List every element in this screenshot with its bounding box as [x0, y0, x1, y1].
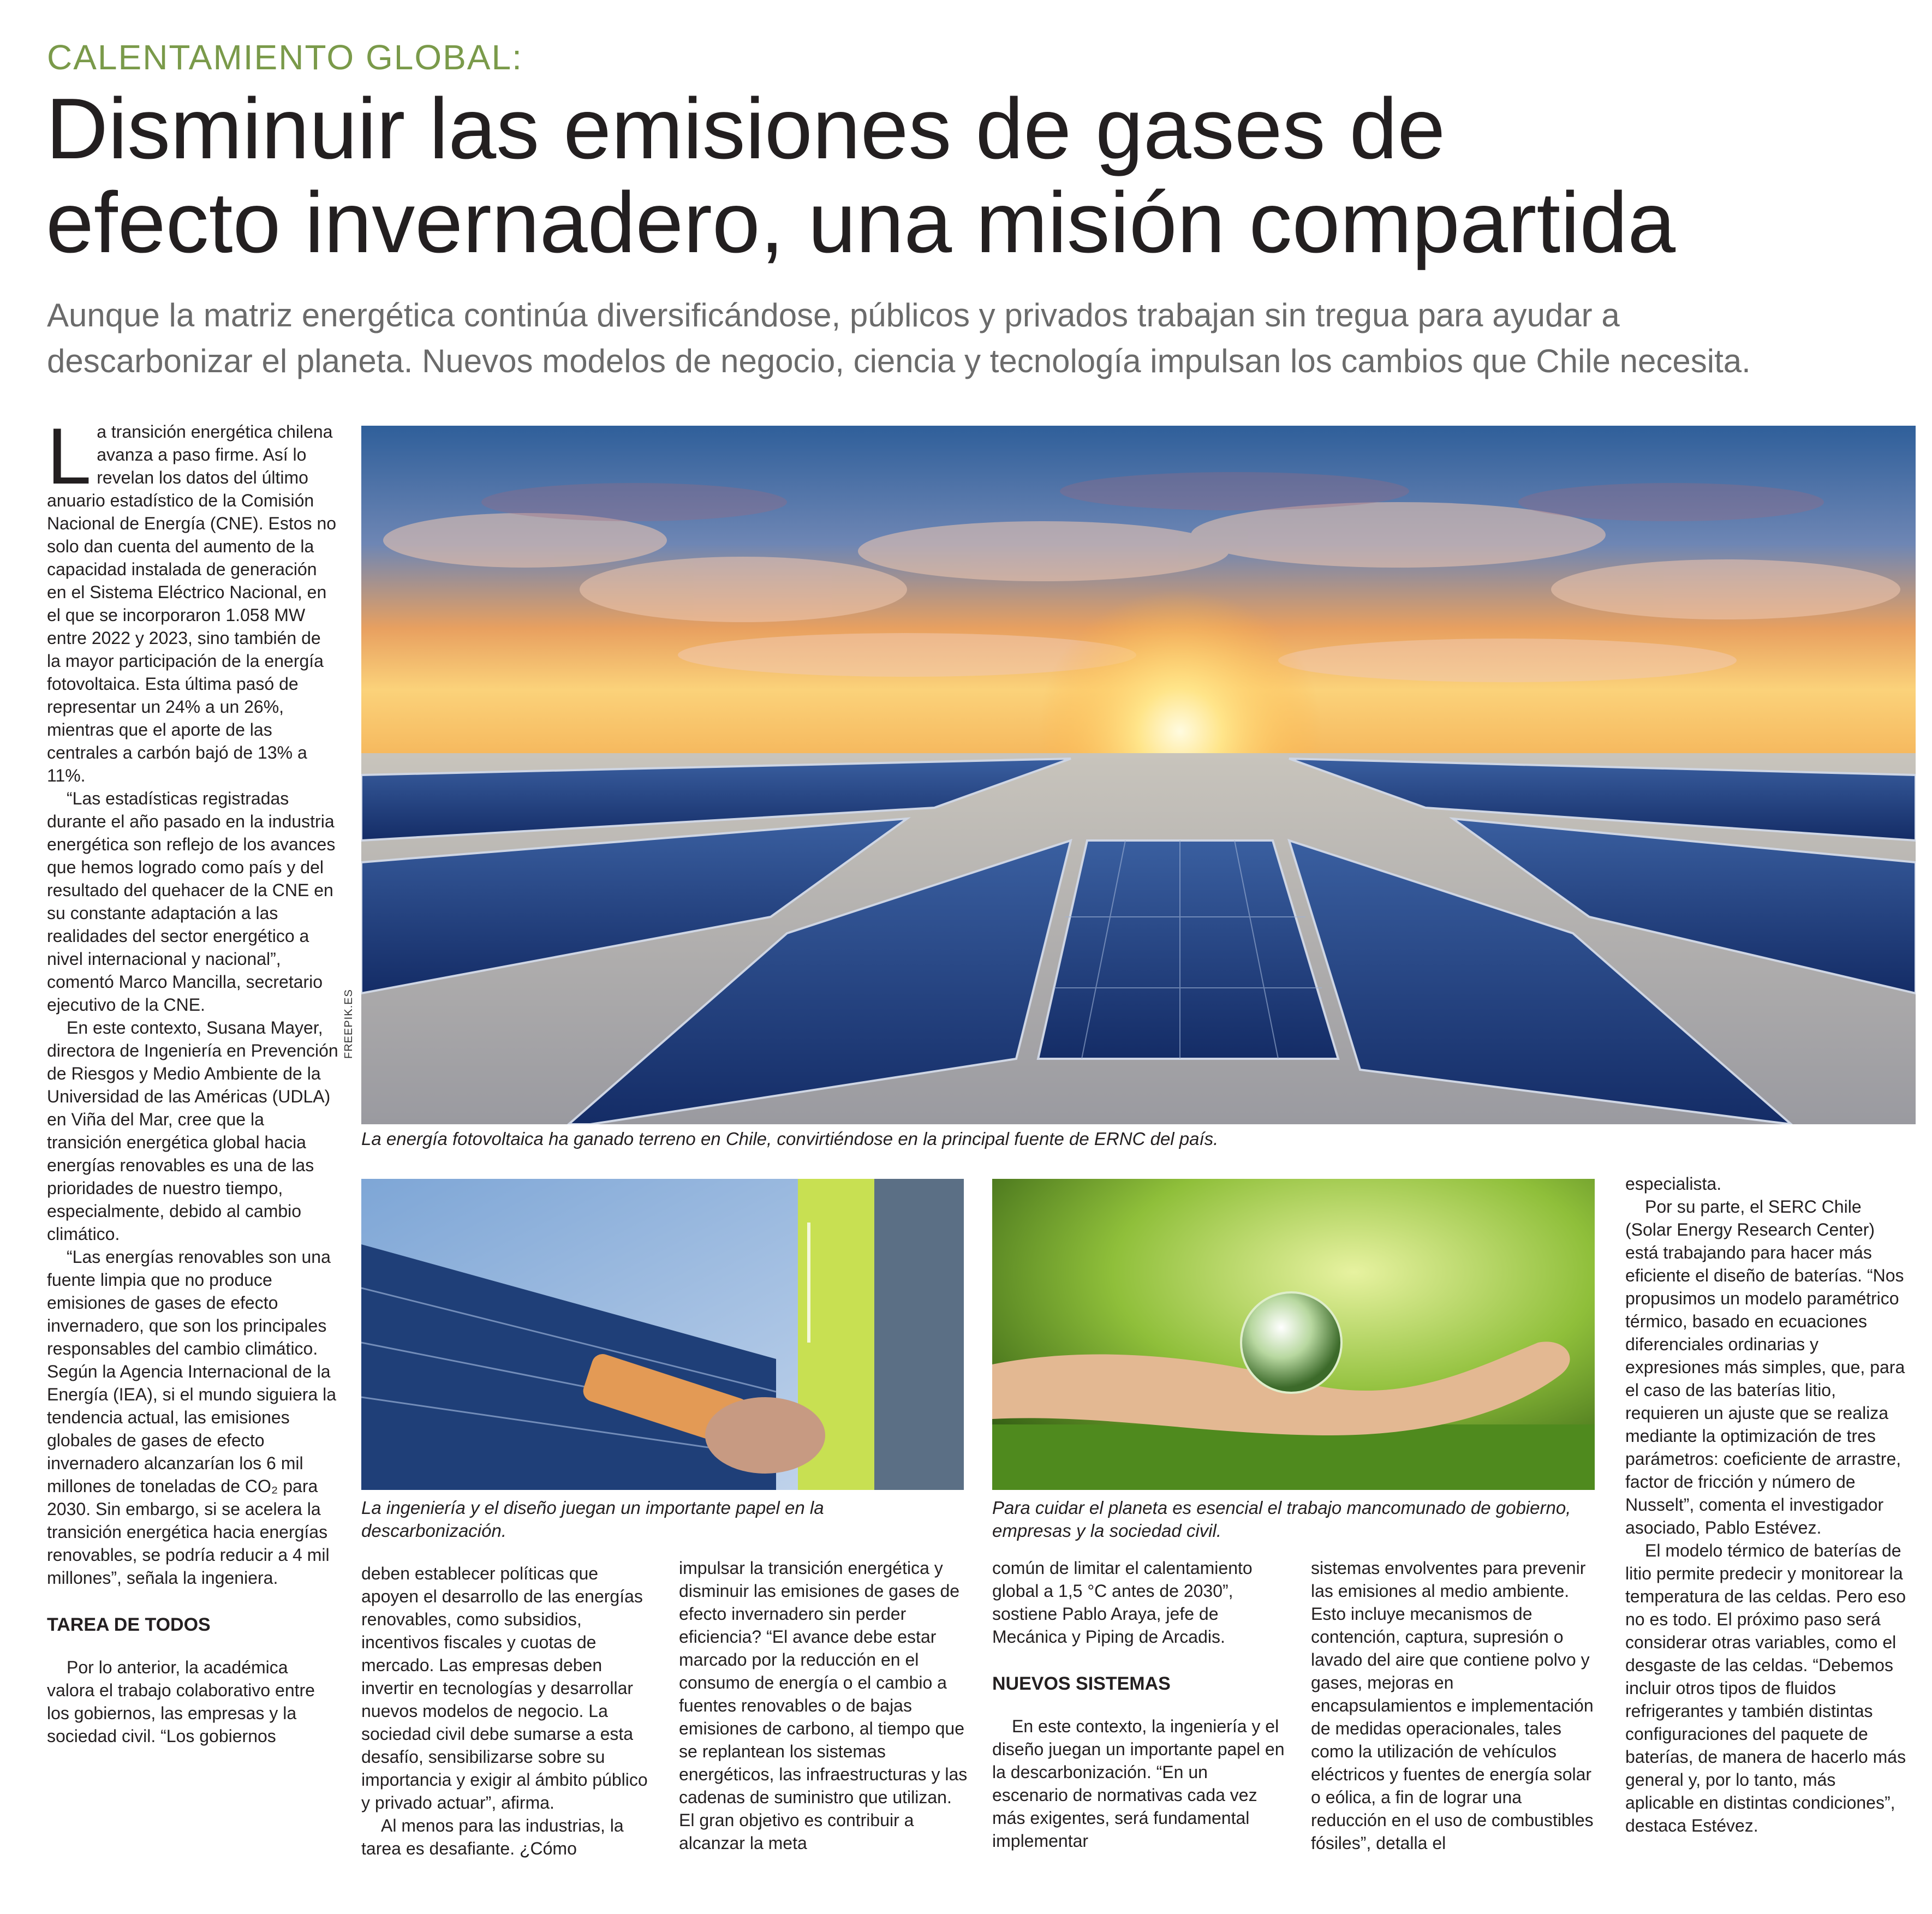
paragraph: especialista. — [1625, 1174, 1722, 1194]
engineer-image — [361, 1179, 964, 1490]
deck-line-1: Aunque la matriz energética continúa diversificándose, públicos y privados trabajan sin tregua para ayudar a — [47, 297, 1620, 333]
paragraph: “Las estadísticas registradas durante el año pasado en la industria energética son reflejo de los avances que hemos logrado como país y del resultado del quehacer de la CNE en su constante adaptación a las realidades del sector energético a nivel internacional y nacional”, comentó Marco Mancilla, secretario ejecutivo de la CNE. — [47, 789, 336, 1015]
article-column-5 — [1311, 1557, 1595, 1855]
article-column-6 — [1625, 1172, 1909, 1837]
paragraph: En este contexto, la ingeniería y el diseño juegan un importante papel en la descarbonización. “En un escenario de normativas cada vez más exigentes, será fundamental implementar — [992, 1716, 1285, 1851]
paragraph: deben establecer políticas que apoyen el desarrollo de las energías renovables, como subsidios, incentivos fiscales y cuotas de mercado. Las empresas deben invertir en tecnologías y desarrollar nuevos modelos de negocio. La sociedad civil debe sumarse a esta desafío, sensibilizarse sobre su importancia y exigir al ámbito público y privado actuar”, afirma. — [361, 1564, 648, 1812]
headline — [46, 82, 1847, 270]
paragraph: “Las energías renovables son una fuente limpia que no produce emisiones de gases de efecto invernadero, que son los principales responsables del cambio climático. Según la Agencia Internacional de la Energía (IEA), si el mundo siguiera la tendencia actual, las emisiones globales de gases de efecto invernadero alcanzarían los 6 mil millones de toneladas de CO₂ para 2030. Sin embargo, si se acelera la transición energética hacia energías renovables, se podría reducir a 4 mil millones”, señala la ingeniera. — [47, 1247, 337, 1588]
article-column-1 — [47, 412, 338, 1748]
paragraph: La transición energética chilena avanza a paso firme. Así lo revelan los datos del último anuario estadístico de la Comisión Nacional de Energía (CNE). Estos no solo dan cuenta del aumento de la capacidad instalada de generación en el Sistema Eléctrico Nacional, en el que se incorporaron 1.058 MW entre 2022 y 2023, sino también de la mayor participación de la energía fotovoltaica. Esta última pasó de representar un 24% a un 26%, mientras que el aporte de las centrales a carbón bajó de 13% a 11%. — [47, 412, 337, 785]
paragraph: Al menos para las industrias, la tarea es desafiante. ¿Cómo — [361, 1816, 624, 1858]
paragraph: sistemas envolventes para prevenir las emisiones al medio ambiente. Esto incluye mecanismos de contención, captura, supresión o lavado del aire que contiene polvo y gases, mejoras en encapsulamientos e implementación de medidas operacionales, tales como la utilización de vehículos eléctricos y fuentes de energía solar o eólica, a fin de lograr una reducción en el uso de combustibles fósiles”, detalla el — [1311, 1558, 1594, 1853]
paragraph: El modelo térmico de baterías de litio permite predecir y monitorear la temperatura de las celdas. Pero eso no es todo. El próximo paso será considerar otras variables, como el desgaste de las celdas. “Debemos incluir otros tipos de fluidos refrigerantes y también distintas configuraciones del paquete de baterías, de manera de hacerlo más general y, por lo tanto, más aplicable en distintas condiciones”, destaca Estévez. — [1625, 1541, 1906, 1835]
globe-photo-caption: Para cuidar el planeta es esencial el trabajo mancomunado de gobierno, empresas y la sociedad civil. — [992, 1498, 1571, 1541]
engineer-photo-caption: La ingeniería y el diseño juegan un importante papel en la descarbonización. — [361, 1498, 824, 1541]
deck-line-2: descarbonizar el planeta. Nuevos modelos de negocio, ciencia y tecnología impulsan los cambios que Chile necesita. — [47, 343, 1751, 379]
headline-line-2: efecto invernadero, una misión compartida — [46, 175, 1676, 271]
paragraph: común de limitar el calentamiento global a 1,5 °C antes de 2030”, sostiene Pablo Araya, jefe de Mecánica y Piping de Arcadis. — [992, 1558, 1253, 1647]
photo-credit: FREEPIK.ES — [343, 989, 355, 1059]
subheading-tarea: TAREA DE TODOS — [47, 1614, 211, 1635]
globe-in-hand-photo — [992, 1179, 1595, 1490]
paragraph: En este contexto, Susana Mayer, directora de Ingeniería en Prevención de Riesgos y Medio Ambiente de la Universidad de las Américas (UDLA) en Viña del Mar, cree que la transición energética global hacia energías renovables es una de las prioridades de nuestro tiempo, especialmente, debido al cambio climático. — [47, 1018, 338, 1244]
paragraph: impulsar la transición energética y disminuir las emisiones de gases de efecto invernadero sin perder eficiencia? “El avance debe estar marcado por la reducción en el consumo de energía o el cambio a fuentes renovables o de bajas emisiones de carbono, al tiempo que se replantean los sistemas energéticos, las infraestructuras y las cadenas de suministro que utilizan. El gran objetivo es contribuir a alcanzar la meta — [679, 1558, 968, 1853]
article-column-2 — [361, 1562, 656, 1860]
deck — [47, 293, 1903, 384]
headline-line-1: Disminuir las emisiones de gases de — [46, 81, 1446, 177]
article-column-4 — [992, 1557, 1287, 1852]
drop-cap: L — [47, 412, 92, 500]
paragraph: Por lo anterior, la académica valora el trabajo colaborativo entre los gobiernos, las empresas y la sociedad civil. “Los gobiernos — [47, 1657, 315, 1746]
main-photo-caption: La energía fotovoltaica ha ganado terreno en Chile, convirtiéndose en la principal fuente de ERNC del país. — [361, 1129, 1219, 1149]
kicker: CALENTAMIENTO GLOBAL: — [47, 38, 523, 77]
article-column-3 — [679, 1557, 968, 1855]
paragraph: Por su parte, el SERC Chile (Solar Energy Research Center) está trabajando para hacer más eficiente el diseño de baterías. “Nos propusimos un modelo paramétrico térmico, basado en ecuaciones diferenciales ordinarias y expresiones más simples, que, para el caso de las baterías litio, requieren un ajuste que se realiza mediante la optimización de tres parámetros: coeficiente de arrastre, factor de fricción y número de Nusselt”, comenta el investigador asociado, Pablo Estévez. — [1625, 1197, 1905, 1537]
globe-hand-image — [992, 1179, 1595, 1490]
solar-field-image — [361, 426, 1916, 1124]
subheading-nuevos-sistemas: NUEVOS SISTEMAS — [992, 1673, 1171, 1694]
engineer-photo — [361, 1179, 964, 1490]
main-photo-solar-field — [361, 426, 1916, 1124]
